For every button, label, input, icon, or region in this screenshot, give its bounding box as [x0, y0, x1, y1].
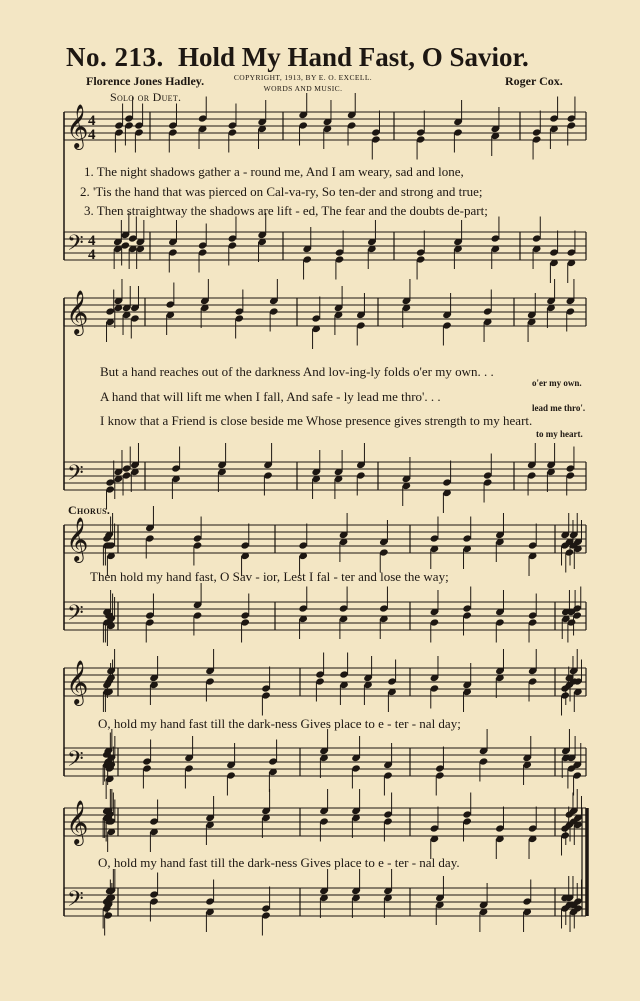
words-author: Florence Jones Hadley.	[86, 74, 205, 88]
time-signature-top: 4	[88, 113, 96, 129]
treble-clef: 𝄞	[66, 290, 89, 334]
treble-clef: 𝄞	[66, 800, 89, 844]
verse-1-line-1: 1. The night shadows gather a - round me, And I am weary, sad and lone,	[84, 164, 464, 179]
chorus-line-1: Then hold my hand fast, O Sav - ior, Lest I fal - ter and lose the way;	[90, 569, 449, 584]
treble-clef: 𝄞	[66, 517, 89, 561]
chorus-line-3: O, hold my hand fast till the dark-ness Gives place to e - ter - nal day.	[98, 855, 460, 870]
bass-clef: 𝄢	[67, 887, 84, 917]
copyright-line: COPYRIGHT, 1913, BY E. O. EXCELL.	[233, 73, 373, 82]
time-signature-bottom: 4	[88, 247, 96, 263]
verse-3-line-2: I know that a Friend is close beside me Whose presence gives strength to my heart.	[100, 413, 533, 428]
treble-clef: 𝄞	[66, 660, 89, 704]
time-signature-top: 4	[88, 233, 96, 249]
verse-2-ending: o'er my own.	[532, 378, 582, 388]
final-ending: to my heart.	[536, 429, 583, 439]
chorus-line-2: O, hold my hand fast till the dark-ness Gives place to e - ter - nal day;	[98, 716, 461, 731]
bass-clef: 𝄢	[67, 461, 84, 491]
hymn-number: No. 213.	[66, 42, 164, 72]
hymn-title: Hold My Hand Fast, O Savior.	[178, 42, 529, 72]
performance-note: Solo or Duet.	[110, 90, 182, 104]
verse-1-line-2: But a hand reaches out of the darkness And lov-ing-ly folds o'er my own. . .	[100, 364, 494, 379]
verse-3-ending: lead me thro'.	[532, 403, 586, 413]
verse-3-line-1: 3. Then straightway the shadows are lift - ed, The fear and the doubts de-part;	[84, 203, 488, 218]
chorus-label: Chorus.	[68, 503, 111, 517]
bass-clef: 𝄢	[67, 601, 84, 631]
copyright-subline: WORDS AND MUSIC.	[263, 84, 343, 93]
treble-clef: 𝄞	[66, 104, 89, 148]
verse-2-line-2: A hand that will lift me when I fall, And safe - ly lead me thro'. . .	[100, 389, 441, 404]
bass-clef: 𝄢	[67, 747, 84, 777]
bass-clef: 𝄢	[67, 231, 84, 261]
music-composer: Roger Cox.	[505, 74, 563, 88]
time-signature-bottom: 4	[88, 127, 96, 143]
verse-2-line-1: 2. 'Tis the hand that was pierced on Cal-va-ry, So ten-der and strong and true;	[80, 184, 483, 199]
